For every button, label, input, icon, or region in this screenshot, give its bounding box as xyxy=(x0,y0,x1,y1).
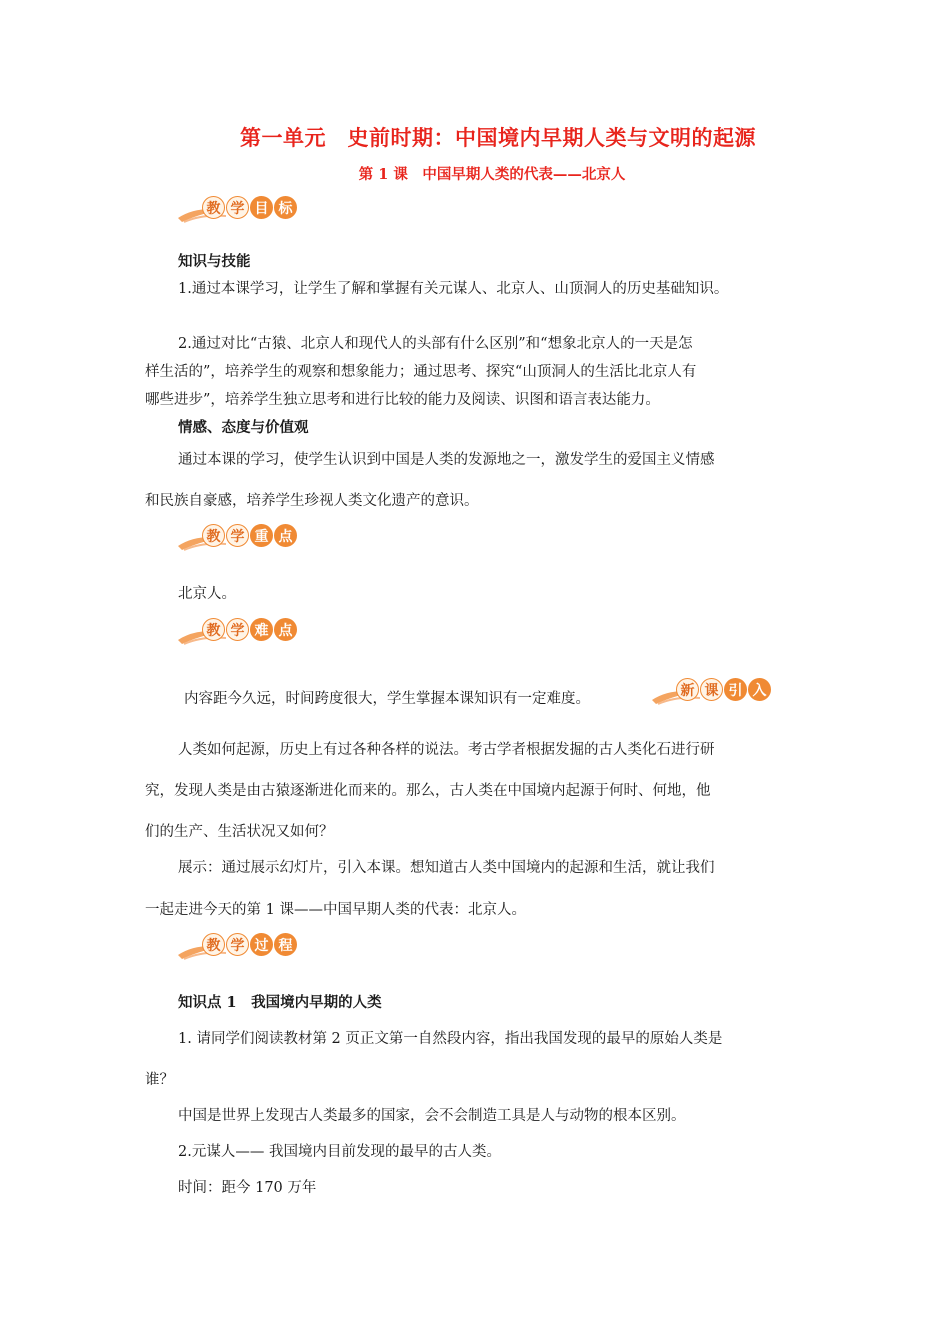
badge-char: 目 xyxy=(250,196,273,219)
badge-char: 学 xyxy=(226,524,249,547)
knowledge-point-heading: 知识点 1 我国境内早期的人类 xyxy=(178,994,382,1011)
section-badge-intro xyxy=(650,674,790,708)
key-point-text: 北京人。 xyxy=(178,586,236,602)
badge-char: 课 xyxy=(700,678,723,701)
badge-char: 教 xyxy=(202,933,225,956)
paragraph: 样生活的”，培养学生的观察和想象能力；通过思考、探究“山顶洞人的生活比北京人有 xyxy=(145,364,697,380)
paragraph: 们的生产、生活状况又如何？ xyxy=(145,824,334,840)
badge-char: 教 xyxy=(202,196,225,219)
badge-char: 难 xyxy=(250,618,273,641)
paragraph: 通过本课的学习，使学生认识到中国是人类的发源地之一，激发学生的爱国主义情感 xyxy=(178,452,715,468)
paragraph: 展示：通过展示幻灯片，引入本课。想知道古人类中国境内的起源和生活，就让我们 xyxy=(178,860,715,876)
badge-char: 过 xyxy=(250,933,273,956)
badge-char: 点 xyxy=(274,618,297,641)
unit-title: 第一单元 史前时期：中国境内早期人类与文明的起源 xyxy=(240,125,756,150)
badge-char: 学 xyxy=(226,618,249,641)
paragraph: 1. 请同学们阅读教材第 2 页正文第一自然段内容，指出我国发现的最早的原始人类是 xyxy=(178,1031,723,1047)
paragraph: 究，发现人类是由古猿逐渐进化而来的。那么，古人类在中国境内起源于何时、何地，他 xyxy=(145,783,711,799)
badge-char: 教 xyxy=(202,618,225,641)
badge-char: 程 xyxy=(274,933,297,956)
paragraph: 哪些进步”，培养学生独立思考和进行比较的能力及阅读、识图和语言表达能力。 xyxy=(145,392,660,408)
difficulty-text: 内容距今久远，时间跨度很大，学生掌握本课知识有一定难度。 xyxy=(184,691,590,707)
badge-char: 学 xyxy=(226,933,249,956)
emotion-heading: 情感、态度与价值观 xyxy=(178,419,309,436)
paragraph: 一起走进今天的第 1 课——中国早期人类的代表：北京人。 xyxy=(145,902,526,918)
section-badge-process xyxy=(176,929,316,963)
badge-char: 引 xyxy=(724,678,747,701)
badge-char: 入 xyxy=(748,678,771,701)
badge-char: 教 xyxy=(202,524,225,547)
badge-char: 点 xyxy=(274,524,297,547)
badge-char: 学 xyxy=(226,196,249,219)
paragraph: 2.元谋人—— 我国境内目前发现的最早的古人类。 xyxy=(178,1144,501,1160)
paragraph: 谁？ xyxy=(145,1072,174,1088)
badge-char: 新 xyxy=(676,678,699,701)
paragraph: 和民族自豪感，培养学生珍视人类文化遗产的意识。 xyxy=(145,493,479,509)
paragraph: 1.通过本课学习，让学生了解和掌握有关元谋人、北京人、山顶洞人的历史基础知识。 xyxy=(178,281,729,297)
section-badge-difficulties xyxy=(176,614,316,648)
paragraph: 中国是世界上发现古人类最多的国家，会不会制造工具是人与动物的根本区别。 xyxy=(178,1108,686,1124)
section-badge-objectives xyxy=(176,192,316,226)
knowledge-heading: 知识与技能 xyxy=(178,253,251,270)
section-badge-key-points xyxy=(176,520,316,554)
paragraph: 时间：距今 170 万年 xyxy=(178,1180,317,1196)
lesson-title: 第 1 课 中国早期人类的代表——北京人 xyxy=(358,166,626,183)
badge-char: 标 xyxy=(274,196,297,219)
paragraph: 人类如何起源，历史上有过各种各样的说法。考古学者根据发掘的古人类化石进行研 xyxy=(178,742,715,758)
badge-char: 重 xyxy=(250,524,273,547)
paragraph: 2.通过对比“古猿、北京人和现代人的头部有什么区别”和“想象北京人的一天是怎 xyxy=(178,336,693,352)
